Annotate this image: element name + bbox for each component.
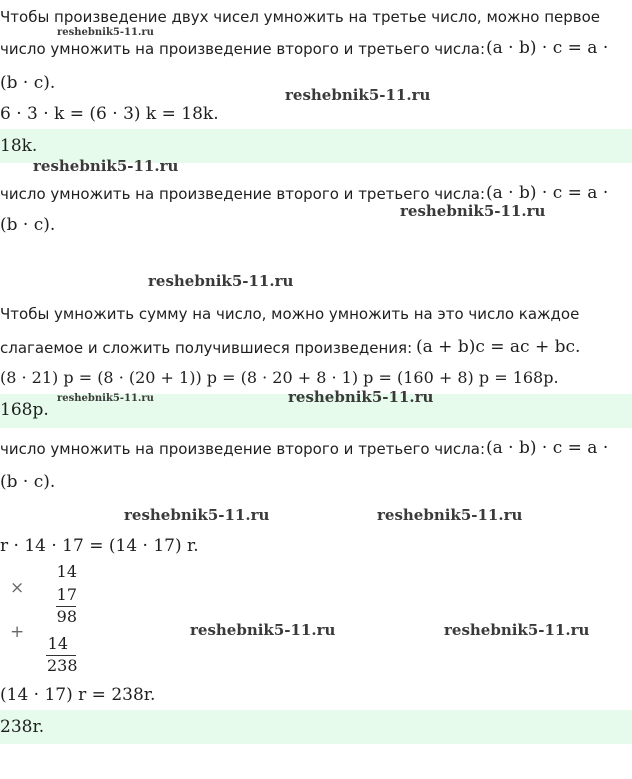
formula-part1: (a · b) · c = a ·	[486, 183, 609, 203]
rule-text-line2: число умножить на произведение второго и третьего числа:	[0, 440, 486, 458]
rule-text-line2: слагаемое и сложить получившиеся произведения:	[0, 339, 413, 357]
factor-2: 17	[56, 585, 77, 604]
formula-part1: (a · b) · c = a ·	[486, 438, 609, 458]
factor-1: 14	[56, 562, 77, 581]
plus-sign: +	[10, 622, 25, 642]
rule-text-line1: Чтобы умножить сумму на число, можно умножить на это число каждое	[0, 305, 580, 323]
watermark: reshebnik5-11.ru	[57, 393, 154, 404]
watermark: reshebnik5-11.ru	[148, 272, 294, 290]
watermark: reshebnik5-11.ru	[288, 388, 434, 406]
partial-product-2: 14	[47, 634, 68, 653]
formula-part2: (b · c).	[0, 73, 56, 93]
calculation: (8 · 21) p = (8 · (20 + 1)) p = (8 · 20 + 8 · 1) p = (160 + 8) p = 168p.	[0, 368, 559, 387]
formula-part2: (b · c).	[0, 472, 56, 492]
calculation: 6 · 3 · k = (6 · 3) k = 18k.	[0, 104, 219, 124]
multiply-sign: ×	[10, 578, 25, 598]
answer: 168p.	[0, 400, 49, 420]
rule-text-line2: число умножить на произведение второго и третьего числа:	[0, 185, 486, 203]
partial-product-1: 98	[56, 607, 77, 626]
formula-part2: (b · c).	[0, 215, 56, 235]
calculation: r · 14 · 17 = (14 · 17) r.	[0, 536, 199, 556]
result-line: (14 · 17) r = 238r.	[0, 685, 156, 705]
watermark: reshebnik5-11.ru	[190, 621, 336, 639]
answer-band	[0, 710, 632, 744]
rule-text-line1: Чтобы произведение двух чисел умножить на третье число, можно первое	[0, 8, 601, 26]
rule-text-line2: число умножить на произведение второго и третьего числа:	[0, 40, 486, 58]
formula-part1: (a · b) · c = a ·	[486, 38, 609, 58]
answer: 238r.	[0, 717, 45, 737]
watermark: reshebnik5-11.ru	[400, 202, 546, 220]
watermark: reshebnik5-11.ru	[124, 506, 270, 524]
column-result: 238	[47, 656, 78, 675]
watermark: reshebnik5-11.ru	[57, 27, 154, 38]
watermark: reshebnik5-11.ru	[285, 86, 431, 104]
formula: (a + b)c = ac + bc.	[416, 337, 581, 357]
watermark: reshebnik5-11.ru	[377, 506, 523, 524]
watermark: reshebnik5-11.ru	[33, 157, 179, 175]
watermark: reshebnik5-11.ru	[444, 621, 590, 639]
answer: 18k.	[0, 136, 38, 156]
